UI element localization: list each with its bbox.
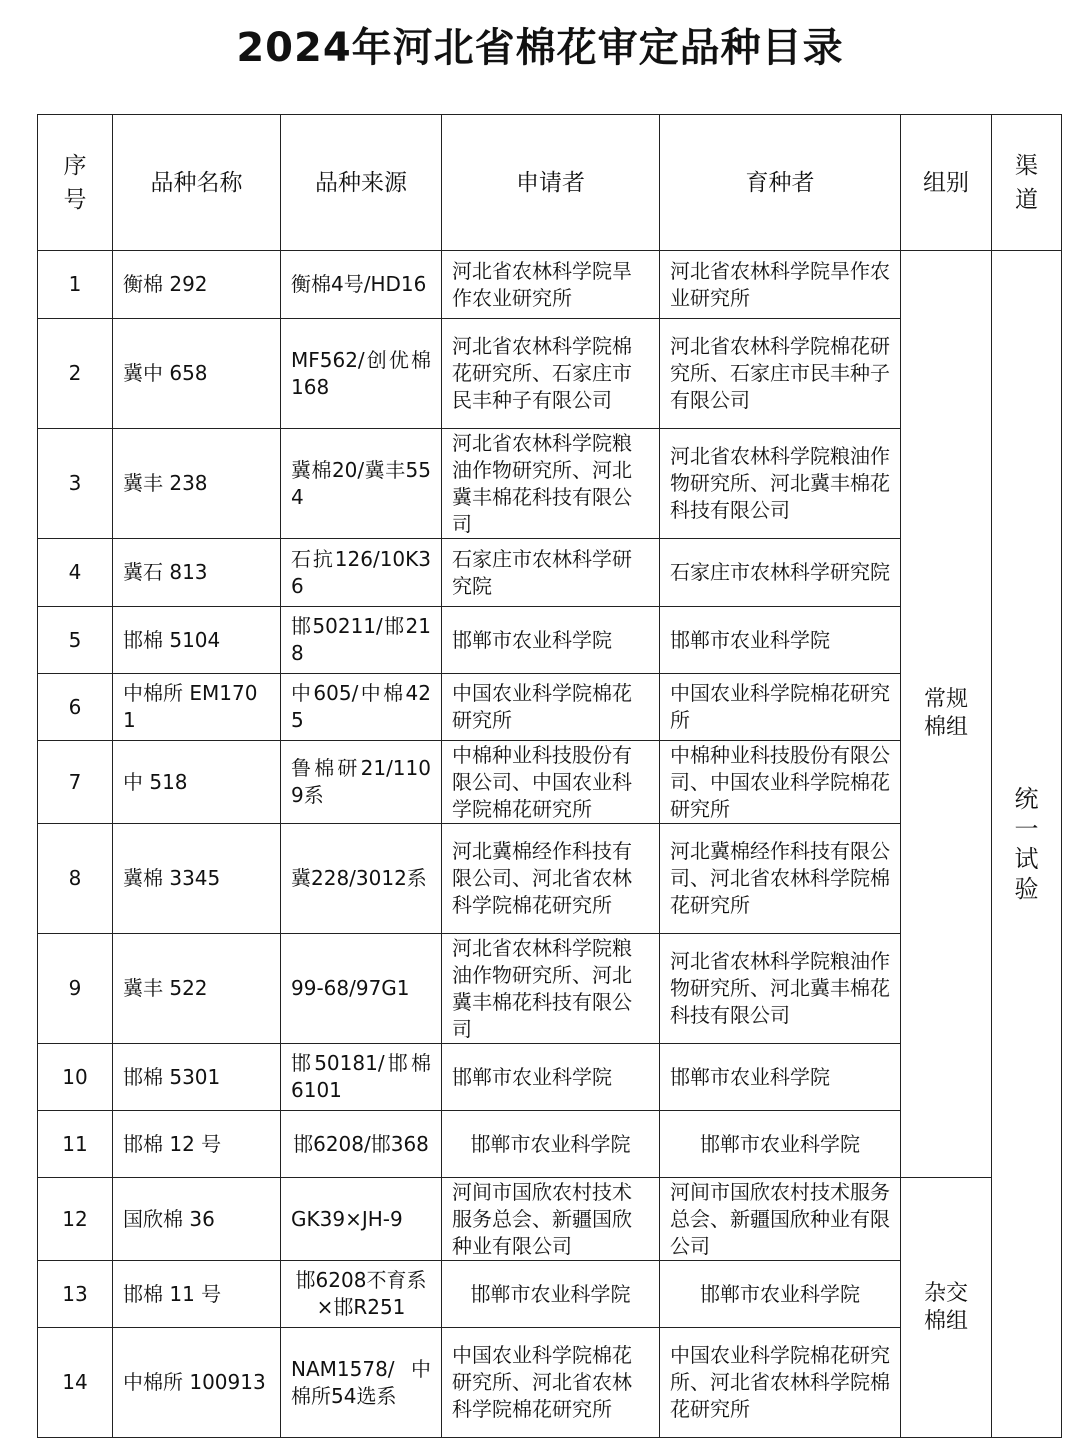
cell-source: 邯6208/邯368 <box>281 1111 442 1178</box>
cell-name: 邯棉 12 号 <box>113 1111 281 1178</box>
cell-breeder: 中国农业科学院棉花研究所 <box>660 674 901 741</box>
cell-name: 冀丰 522 <box>113 934 281 1044</box>
cell-name: 邯棉 11 号 <box>113 1261 281 1328</box>
cell-seq: 4 <box>38 539 113 607</box>
cell-applicant: 河北省农林科学院棉花研究所、石家庄市民丰种子有限公司 <box>442 319 660 429</box>
cell-applicant: 河北省农林科学院旱作农业研究所 <box>442 251 660 319</box>
cell-applicant: 河间市国欣农村技术服务总会、新疆国欣种业有限公司 <box>442 1178 660 1261</box>
cell-seq: 9 <box>38 934 113 1044</box>
cell-breeder: 邯郸市农业科学院 <box>660 607 901 674</box>
header-group: 组别 <box>901 115 992 251</box>
cell-source: 99-68/97G1 <box>281 934 442 1044</box>
cell-applicant: 邯郸市农业科学院 <box>442 607 660 674</box>
cell-source: 冀棉20/冀丰554 <box>281 429 442 539</box>
cell-name: 衡棉 292 <box>113 251 281 319</box>
cell-name: 邯棉 5104 <box>113 607 281 674</box>
cell-breeder: 河北冀棉经作科技有限公司、河北省农林科学院棉花研究所 <box>660 824 901 934</box>
cell-seq: 5 <box>38 607 113 674</box>
cell-applicant: 邯郸市农业科学院 <box>442 1261 660 1328</box>
cell-seq: 12 <box>38 1178 113 1261</box>
header-applicant: 申请者 <box>442 115 660 251</box>
cell-applicant: 邯郸市农业科学院 <box>442 1044 660 1111</box>
cell-source: 邯6208不育系×邯R251 <box>281 1261 442 1328</box>
cell-breeder: 邯郸市农业科学院 <box>660 1261 901 1328</box>
cell-source: GK39×JH-9 <box>281 1178 442 1261</box>
cell-applicant: 中国农业科学院棉花研究所、河北省农林科学院棉花研究所 <box>442 1328 660 1438</box>
cell-applicant: 河北省农林科学院粮油作物研究所、河北冀丰棉花科技有限公司 <box>442 429 660 539</box>
cell-breeder: 中国农业科学院棉花研究所、河北省农林科学院棉花研究所 <box>660 1328 901 1438</box>
cell-applicant: 石家庄市农林科学研究院 <box>442 539 660 607</box>
cell-name: 冀丰 238 <box>113 429 281 539</box>
cell-name: 冀中 658 <box>113 319 281 429</box>
header-breeder: 育种者 <box>660 115 901 251</box>
cell-name: 邯棉 5301 <box>113 1044 281 1111</box>
cell-applicant: 中棉种业科技股份有限公司、中国农业科学院棉花研究所 <box>442 741 660 824</box>
cell-source: 中605/中棉425 <box>281 674 442 741</box>
cell-breeder: 中棉种业科技股份有限公司、中国农业科学院棉花研究所 <box>660 741 901 824</box>
page-title: 2024年河北省棉花审定品种目录 <box>236 25 844 71</box>
cell-source: 鲁棉研21/1109系 <box>281 741 442 824</box>
cell-applicant: 河北冀棉经作科技有限公司、河北省农林科学院棉花研究所 <box>442 824 660 934</box>
cell-seq: 1 <box>38 251 113 319</box>
cell-seq: 14 <box>38 1328 113 1438</box>
cell-breeder: 河北省农林科学院粮油作物研究所、河北冀丰棉花科技有限公司 <box>660 429 901 539</box>
cell-breeder: 河北省农林科学院旱作农业研究所 <box>660 251 901 319</box>
cell-seq: 13 <box>38 1261 113 1328</box>
variety-table <box>37 114 1062 1438</box>
cell-source: 邯50181/邯棉6101 <box>281 1044 442 1111</box>
group-hybrid: 杂交棉组 <box>901 1178 992 1438</box>
cell-breeder: 河北省农林科学院粮油作物研究所、河北冀丰棉花科技有限公司 <box>660 934 901 1044</box>
cell-seq: 11 <box>38 1111 113 1178</box>
cell-name: 冀石 813 <box>113 539 281 607</box>
header-channel: 渠道 <box>992 115 1062 251</box>
cell-name: 冀棉 3345 <box>113 824 281 934</box>
cell-seq: 2 <box>38 319 113 429</box>
cell-breeder: 河间市国欣农村技术服务总会、新疆国欣种业有限公司 <box>660 1178 901 1261</box>
channel-cell: 统一试验 <box>992 251 1062 1438</box>
cell-seq: 6 <box>38 674 113 741</box>
cell-source: NAM1578/中棉所54选系 <box>281 1328 442 1438</box>
cell-name: 中棉所 100913 <box>113 1328 281 1438</box>
group-conventional: 常规棉组 <box>901 251 992 1178</box>
cell-seq: 7 <box>38 741 113 824</box>
cell-source: 石抗126/10K36 <box>281 539 442 607</box>
header-source: 品种来源 <box>281 115 442 251</box>
cell-applicant: 中国农业科学院棉花研究所 <box>442 674 660 741</box>
cell-source: 邯50211/邯218 <box>281 607 442 674</box>
cell-seq: 10 <box>38 1044 113 1111</box>
cell-breeder: 邯郸市农业科学院 <box>660 1044 901 1111</box>
cell-breeder: 河北省农林科学院棉花研究所、石家庄市民丰种子有限公司 <box>660 319 901 429</box>
cell-applicant: 邯郸市农业科学院 <box>442 1111 660 1178</box>
table-header-row <box>38 115 1062 251</box>
cell-source: MF562/创优棉168 <box>281 319 442 429</box>
cell-name: 国欣棉 36 <box>113 1178 281 1261</box>
cell-source: 冀228/3012系 <box>281 824 442 934</box>
header-name: 品种名称 <box>113 115 281 251</box>
cell-name: 中棉所 EM1701 <box>113 674 281 741</box>
table-row <box>38 1178 1062 1261</box>
header-seq: 序号 <box>38 115 113 251</box>
table-row <box>38 251 1062 319</box>
cell-breeder: 邯郸市农业科学院 <box>660 1111 901 1178</box>
cell-name: 中 518 <box>113 741 281 824</box>
cell-seq: 8 <box>38 824 113 934</box>
cell-applicant: 河北省农林科学院粮油作物研究所、河北冀丰棉花科技有限公司 <box>442 934 660 1044</box>
cell-seq: 3 <box>38 429 113 539</box>
cell-breeder: 石家庄市农林科学研究院 <box>660 539 901 607</box>
cell-source: 衡棉4号/HD16 <box>281 251 442 319</box>
